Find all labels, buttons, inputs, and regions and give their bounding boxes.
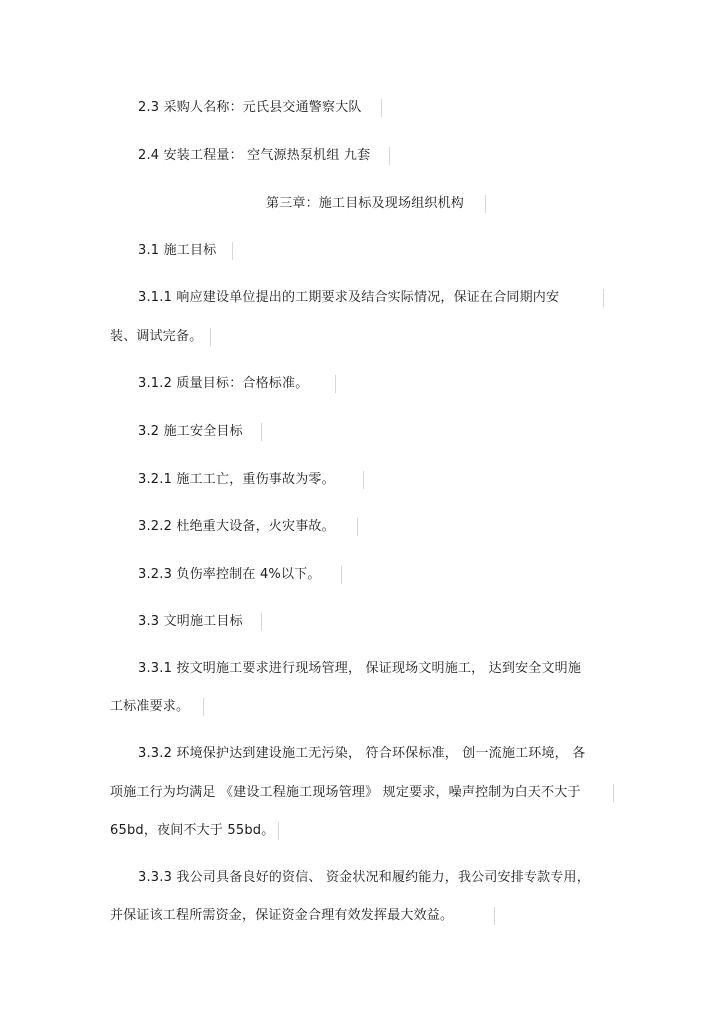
text-cursor-mark	[613, 784, 614, 802]
text-cursor-mark	[278, 822, 279, 840]
text-cursor-mark	[363, 471, 364, 489]
item-3-3-3-line1: 3.3.3 我公司具备良好的资信、 资金状况和履约能力，我公司安排专款专用，	[138, 870, 590, 885]
item-3-3-1-line2: 工标准要求。	[110, 699, 190, 714]
item-3-2-3: 3.2.3 负伤率控制在 4%以下。	[138, 567, 321, 582]
item-3-1-1-line1: 3.1.1 响应建设单位提出的工期要求及结合实际情况，保证在合同期内安	[138, 290, 560, 305]
item-3-2-2: 3.2.2 杜绝重大设备，火灾事故。	[138, 519, 335, 534]
text-cursor-mark	[210, 328, 211, 346]
text-cursor-mark	[261, 613, 262, 631]
item-3-1-2: 3.1.2 质量目标：合格标准。	[138, 376, 309, 391]
item-3-2-1: 3.2.1 施工工亡，重伤事故为零。	[138, 472, 335, 487]
section-3-1-heading: 3.1 施工目标	[138, 243, 217, 258]
item-3-3-2-line2: 项施工行为均满足 《建设工程施工现场管理》 规定要求，噪声控制为白天不大于	[110, 785, 581, 800]
text-cursor-mark	[389, 147, 390, 165]
text-cursor-mark	[357, 518, 358, 536]
text-cursor-mark	[232, 242, 233, 260]
text-cursor-mark	[494, 907, 495, 925]
text-cursor-mark	[203, 698, 204, 716]
section-3-3-heading: 3.3 文明施工目标	[138, 614, 243, 629]
chapter-3-heading: 第三章：施工目标及现场组织机构	[266, 196, 465, 211]
text-cursor-mark	[335, 375, 336, 393]
text-cursor-mark	[261, 423, 262, 441]
section-3-2-heading: 3.2 施工安全目标	[138, 424, 243, 439]
item-3-3-1-line1: 3.3.1 按文明施工要求进行现场管理， 保证现场文明施工， 达到安全文明施	[138, 661, 582, 676]
item-3-3-2-line1: 3.3.2 环境保护达到建设施工无污染， 符合环保标准， 创一流施工环境， 各	[138, 746, 586, 761]
section-2-4-install-quantity: 2.4 安装工程量： 空气源热泵机组 九套	[138, 148, 371, 163]
item-3-1-1-line2: 装、调试完备。	[110, 329, 203, 344]
text-cursor-mark	[485, 195, 486, 213]
text-cursor-mark	[341, 566, 342, 584]
item-3-3-3-line2: 并保证该工程所需资金，保证资金合理有效发挥最大效益。	[110, 908, 454, 923]
section-2-3-purchaser: 2.3 采购人名称：元氏县交通警察大队	[138, 100, 362, 115]
text-cursor-mark	[381, 99, 382, 117]
text-cursor-mark	[603, 289, 604, 307]
item-3-3-2-line3: 65bd，夜间不大于 55bd。	[110, 823, 275, 838]
